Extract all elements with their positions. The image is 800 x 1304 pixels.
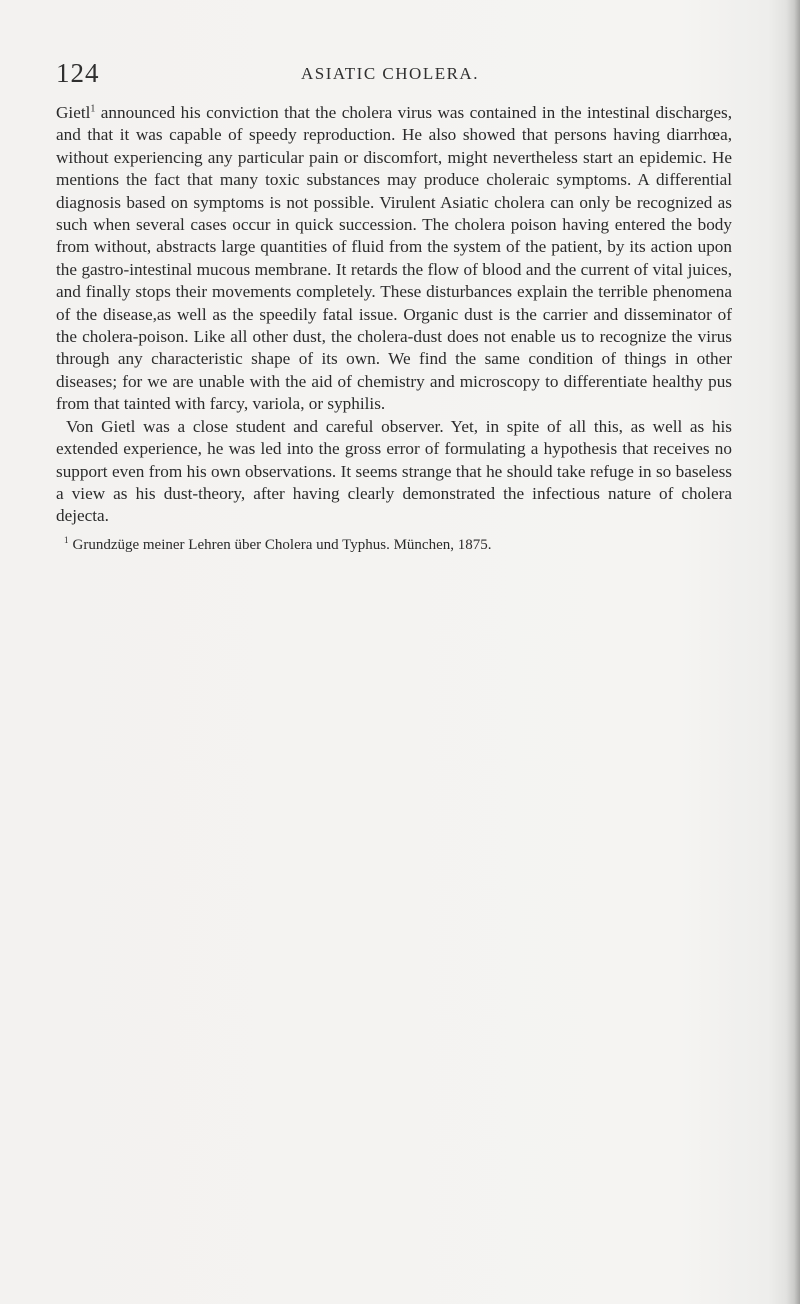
footnote-text: Grundzüge meiner Lehren über Cholera und Typhus. München, 1875.: [72, 536, 492, 553]
footnote-number: 1: [64, 534, 69, 545]
running-head: ASIATIC CHOLERA.: [301, 64, 479, 83]
page-header: [56, 58, 724, 92]
page-number: 124: [56, 58, 100, 88]
page-edge-shadow: [786, 0, 800, 1304]
paragraph-1-start: Gietl: [56, 103, 91, 122]
paragraph-1-text: announced his conviction that the cholera virus was contained in the intestinal discharges, and that it was capable of speedy reproduction. He also showed that persons having diarrhœa, without experiencing any particular pain or discomfort, might nevertheless start an epidemic. He mentions the fact that many toxic substances may produce choleraic symptoms. A differential diagnosis based on symptoms is not possible. Virulent Asiatic cholera can only be recognized as such when several cases occur in quick succession. The cholera poison having entered the body from without, abstracts large quantities of fluid from the system of the patient, by its action upon the gastro-intestinal mucous membrane. It retards the flow of blood and the current of vital juices, and finally stops their movements completely. These disturbances explain the terrible phenomena of the disease,as well as the speedily fatal issue. Organic dust is the carrier and disseminator of the cholera-poison. Like all other dust, the cholera-dust does not enable us to recognize the virus through any characteristic shape of its own. We find the same condition of things in other diseases; for we are unable with the aid of chemistry and microscopy to differentiate healthy pus from that tainted with farcy, variola, or syphilis.: [56, 103, 732, 414]
body-text: [56, 102, 732, 555]
footnote: [56, 536, 732, 555]
paragraph-2: Von Gietl was a close student and careful observer. Yet, in spite of all this, as well as his extended experience, he was led into the gross error of formulating a hypothesis that receives no support even from his own observations. It seems strange that he should take refuge in so baseless a view as his dust-theory, after having clearly demonstrated the infectious nature of cholera dejecta.: [56, 416, 732, 526]
footnote-reference: 1: [90, 103, 96, 115]
paragraph-1: [56, 102, 732, 416]
